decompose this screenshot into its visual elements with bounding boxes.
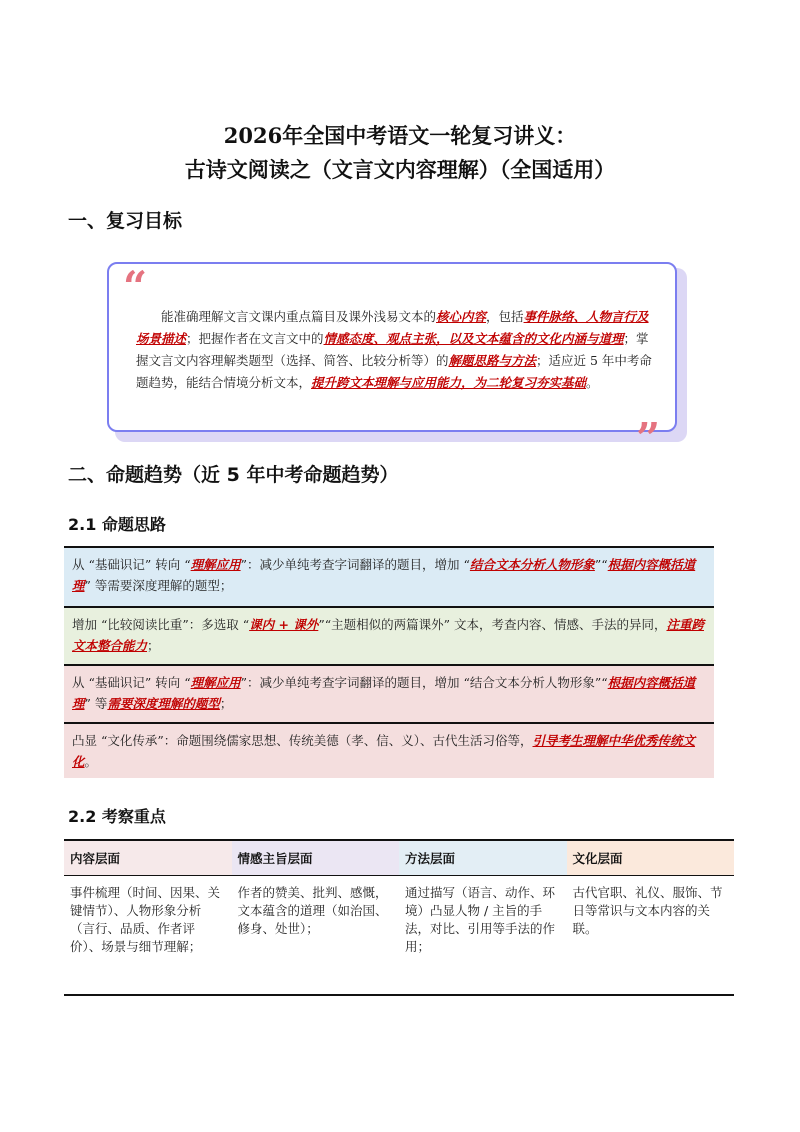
table-header-method: 方法层面 — [399, 840, 567, 876]
table-header-emotion: 情感主旨层面 — [232, 840, 400, 876]
table-header-culture: 文化层面 — [567, 840, 735, 876]
close-quote-icon: ” — [636, 414, 661, 463]
trend-item-2: 增加 “比较阅读比重”：多选取 “课内 + 课外”“主题相似的两篇课外” 文本，考查内容、情感、手法的异同，注重跨文本整合能力； — [64, 606, 714, 664]
table-row — [64, 876, 734, 996]
table-cell-emotion: 作者的赞美、批判、感慨，文本蕴含的道理（如治国、修身、处世）； — [237, 885, 388, 936]
table-header-content: 内容层面 — [64, 840, 232, 876]
section-heading-objectives: 一、复习目标 — [68, 210, 183, 232]
trend-item-1: 从 “基础识记” 转向 “理解应用”：减少单纯考查字词翻译的题目，增加 “结合文本分析人物形象”“根据内容概括道理” 等需要深度理解的题型； — [64, 546, 714, 606]
objective-text: 能准确理解文言文课内重点篇目及课外浅易文本的核心内容，包括事件脉络、人物言行及场景描述；把握作者在文言文中的情感态度、观点主张，以及文本蕴含的文化内涵与道理；掌握文言文内容理解类题型（选择、简答、比较分析等）的解题思路与方法；适应近 5 年中考命题趋势，能结合情境分析文本，提升跨文本理解与应用能力，为二轮复习夯实基础。 — [136, 309, 652, 390]
trend-item-4: 凸显 “文化传承”：命题围绕儒家思想、传统美德（孝、信、义）、古代生活习俗等，引导考生理解中华优秀传统文化。 — [64, 722, 714, 778]
trend-item-3: 从 “基础识记” 转向 “理解应用”：减少单纯考查字词翻译的题目，增加 “结合文本分析人物形象”“根据内容概括道理” 等需要深度理解的题型； — [64, 664, 714, 722]
subsection-heading-focus: 2.2 考察重点 — [68, 807, 166, 826]
table-cell-content: 事件梳理（时间、因果、关键情节）、人物形象分析（言行、品质、作者评价）、场景与细节理解； — [70, 885, 221, 954]
open-quote-icon: “ — [123, 262, 148, 311]
page-title-line1: 2026年全国中考语文一轮复习讲义： — [223, 123, 577, 148]
section-heading-trends: 二、命题趋势（近 5 年中考命题趋势） — [68, 464, 399, 486]
table-cell-culture: 古代官职、礼仪、服饰、节日等常识与文本内容的关联。 — [572, 885, 723, 936]
focus-table — [64, 839, 734, 996]
subsection-heading-approach: 2.1 命题思路 — [68, 515, 166, 534]
table-cell-method: 通过描写（语言、动作、环境）凸显人物 / 主旨的手法，对比、引用等手法的作用； — [405, 885, 556, 954]
page-title-line2: 古诗文阅读之（文言文内容理解）（全国适用） — [184, 157, 616, 182]
